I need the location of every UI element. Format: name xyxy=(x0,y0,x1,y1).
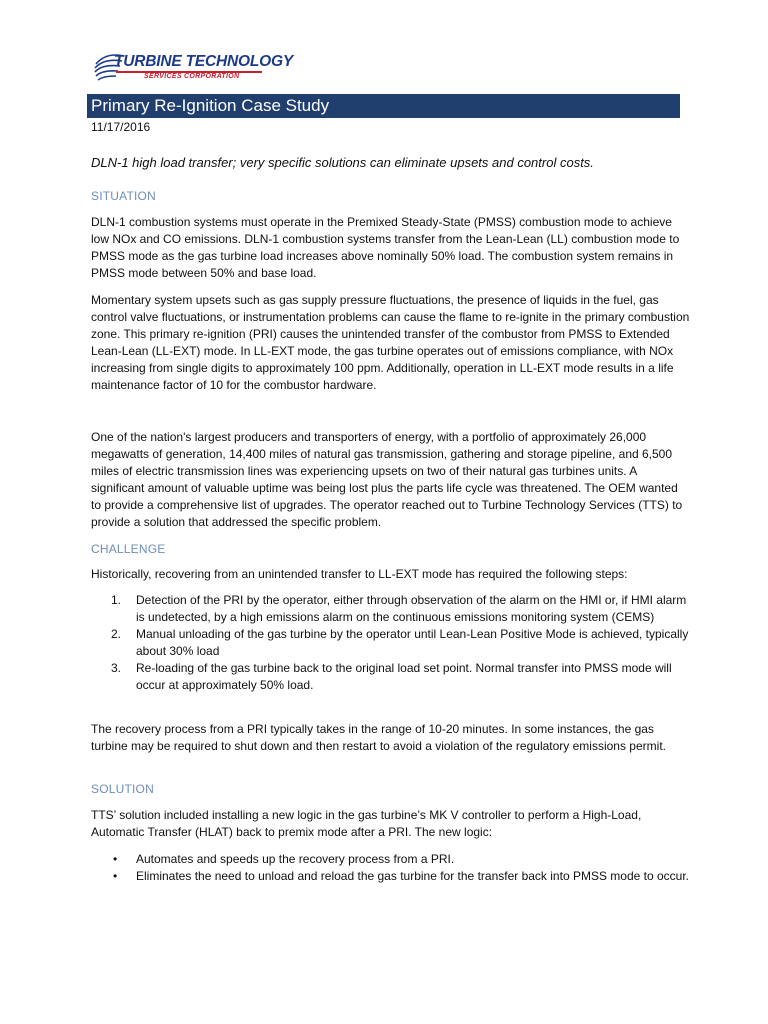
document-date: 11/17/2016 xyxy=(91,120,151,134)
section-heading-solution: SOLUTION xyxy=(91,782,154,796)
situation-paragraph-2 xyxy=(91,292,691,394)
list-number: 3. xyxy=(111,661,122,675)
list-item xyxy=(91,868,691,885)
situation-paragraph-3 xyxy=(91,429,691,531)
document-tagline: DLN-1 high load transfer; very specific solutions can eliminate upsets and control costs. xyxy=(91,155,594,170)
solution-intro xyxy=(91,807,691,841)
paragraph-text: DLN-1 combustion systems must operate in the Premixed Steady-State (PMSS) combustion mode to achieve low NOx and CO emissions. DLN-1 combustion systems transfer from the Lean-Lean (LL) combustion mode to PMSS mode as the gas turbine load increases above nominally 50% load. The combustion system remains in PMSS mode between 50% and base load. xyxy=(91,215,680,280)
document-title: Primary Re-Ignition Case Study xyxy=(87,94,680,118)
logo-subtitle: SERVICES CORPORATION xyxy=(144,73,240,80)
company-logo xyxy=(92,50,293,92)
challenge-steps-list xyxy=(91,592,691,694)
solution-bullets-list xyxy=(91,851,691,885)
situation-paragraph-1 xyxy=(91,214,691,282)
list-item xyxy=(91,660,691,694)
challenge-closing xyxy=(91,721,691,755)
paragraph-text: One of the nation's largest producers and transporters of energy, with a portfolio of approximately 26,000 megawatts of generation, 14,400 miles of natural gas transmission, gathering and storage pipeline, and 6,500 miles of electric transmission lines was experiencing upsets on two of their natural gas turbines units. A significant amount of valuable uptime was being lost plus the parts life cycle was threatened. The OEM wanted to provide a comprehensive list of upgrades. The operator reached out to Turbine Technology Services (TTS) to provide a solution that addressed the specific problem. xyxy=(91,430,683,529)
list-item xyxy=(91,592,691,626)
paragraph-text: TTS’ solution included installing a new logic in the gas turbine’s MK V controller to perform a High-Load, Automatic Transfer (HLAT) back to premix mode after a PRI. The new logic: xyxy=(91,808,642,839)
list-text: Automates and speeds up the recovery process from a PRI. xyxy=(136,852,455,866)
list-text: Manual unloading of the gas turbine by the operator until Lean-Lean Positive Mode is achieved, typically about 30% load xyxy=(136,627,689,658)
list-text: Re-loading of the gas turbine back to the original load set point. Normal transfer into PMSS mode will occur at approximately 50% load. xyxy=(136,661,672,692)
bullet-mark: • xyxy=(113,869,118,883)
list-item xyxy=(91,851,691,868)
section-heading-situation: SITUATION xyxy=(91,189,156,203)
challenge-intro xyxy=(91,566,691,583)
list-number: 2. xyxy=(111,627,122,641)
paragraph-text: The recovery process from a PRI typically takes in the range of 10-20 minutes. In some instances, the gas turbine may be required to shut down and then restart to avoid a violation of the regulatory emissions permit. xyxy=(91,722,666,753)
paragraph-text: Historically, recovering from an unintended transfer to LL-EXT mode has required the following steps: xyxy=(91,567,628,581)
logo-title: TURBINE TECHNOLOGY xyxy=(114,53,293,70)
list-number: 1. xyxy=(111,593,122,607)
section-heading-challenge: CHALLENGE xyxy=(91,542,166,556)
bullet-mark: • xyxy=(113,852,118,866)
list-text: Eliminates the need to unload and reload the gas turbine for the transfer back into PMSS mode to occur. xyxy=(136,869,689,883)
list-text: Detection of the PRI by the operator, either through observation of the alarm on the HMI or, if HMI alarm is undetected, by a high emissions alarm on the continuous emissions monitoring system (CEMS) xyxy=(136,593,687,624)
paragraph-text: Momentary system upsets such as gas supply pressure fluctuations, the presence of liquids in the fuel, gas control valve fluctuations, or instrumentation problems can cause the flame to re-ignite in the primary combustion zone. This primary re-ignition (PRI) causes the unintended transfer of the combustor from PMSS to Extended Lean-Lean (LL-EXT) mode. In LL-EXT mode, the gas turbine operates out of emissions compliance, with NOx increasing from single digits to approximately 100 ppm. Additionally, operation in LL-EXT mode results in a life maintenance factor of 10 for the combustor hardware. xyxy=(91,293,690,392)
list-item xyxy=(91,626,691,660)
